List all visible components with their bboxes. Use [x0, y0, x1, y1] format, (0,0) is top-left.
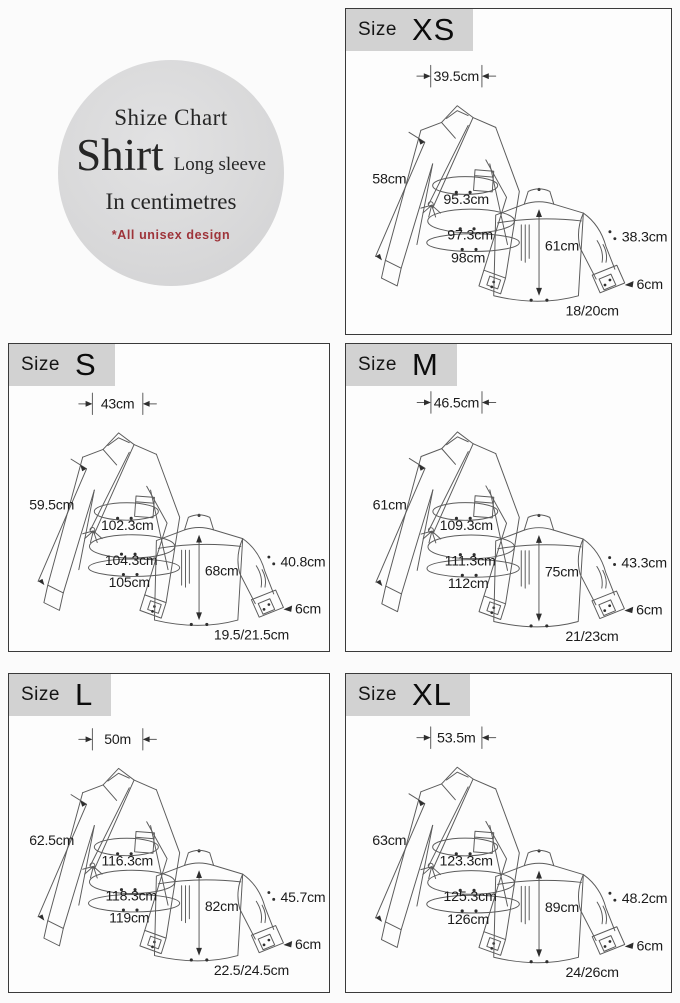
chest-pocket	[135, 831, 155, 853]
chest-girth-label: 123.3cm	[439, 853, 493, 870]
brand-badge	[58, 60, 284, 286]
cuff-width-label: 6cm	[636, 276, 663, 293]
shoulder-width-label: 46.5cm	[433, 395, 480, 412]
front-left-cuff	[381, 260, 401, 286]
back-right-cuff	[592, 265, 625, 293]
hem-girth-label: 126cm	[447, 911, 490, 928]
badge-product-subtitle: Long sleeve	[173, 153, 266, 175]
size-value-label: S	[74, 347, 97, 382]
sleeve-length-label: 58cm	[372, 171, 407, 188]
chest-pocket	[474, 831, 494, 853]
measurement-labels	[372, 731, 667, 981]
shirt-measurement-diagram	[346, 39, 671, 330]
front-left-cuff	[382, 586, 402, 612]
measurement-labels	[29, 396, 325, 643]
hem-girth-label: 112cm	[447, 576, 489, 593]
badge-units: In centimetres	[105, 188, 237, 214]
size-header	[9, 674, 111, 716]
sleeve-length-label: 63cm	[372, 833, 407, 850]
back-length-label: 61cm	[544, 238, 580, 255]
arm-measure-label: 40.8cm	[280, 553, 326, 570]
measurement-labels	[29, 731, 325, 978]
back-length-label: 89cm	[544, 899, 580, 916]
waist-girth-label: 118.3cm	[105, 887, 157, 904]
back-right-cuff	[592, 927, 625, 955]
measurement-labels	[373, 395, 667, 645]
sleeve-length-label: 62.5cm	[29, 832, 75, 849]
front-right-cuff	[479, 932, 506, 956]
waist-girth-label: 111.3cm	[444, 553, 496, 570]
front-right-cuff	[140, 595, 166, 618]
sleeve-length-label: 61cm	[372, 497, 407, 514]
front-left-cuff	[381, 922, 401, 948]
shoulder-width-label: 50m	[104, 731, 131, 748]
cuff-width-label: 6cm	[636, 938, 663, 955]
shoulder-width-label: 53.5m	[436, 730, 476, 747]
chest-pocket	[474, 496, 494, 518]
size-panel-m	[345, 343, 672, 652]
arm-measure-label: 43.3cm	[621, 555, 667, 572]
hem-girth-label: 105cm	[108, 574, 150, 591]
size-word-label: Size	[21, 354, 60, 375]
back-right-cuff	[592, 591, 624, 618]
size-header	[346, 9, 473, 51]
size-header	[346, 344, 457, 386]
measurement-labels	[372, 69, 667, 319]
cuff-width-label: 6cm	[295, 935, 322, 952]
front-right-cuff	[479, 270, 506, 294]
collar-size-label: 24/26cm	[565, 964, 619, 981]
chest-girth-label: 102.3cm	[101, 516, 154, 533]
waist-girth-label: 97.3cm	[447, 227, 493, 244]
size-value-label: XS	[411, 12, 456, 47]
size-value-label: L	[74, 677, 94, 712]
shoulder-width-label: 39.5cm	[433, 69, 480, 86]
size-value-label: XL	[411, 677, 452, 712]
collar-size-label: 18/20cm	[565, 303, 619, 320]
size-word-label: Size	[358, 19, 397, 40]
back-right-cuff	[251, 590, 283, 617]
shirt-measurement-diagram	[9, 704, 329, 988]
size-header	[9, 344, 115, 386]
shirt-measurement-diagram	[346, 374, 671, 647]
waist-girth-label: 125.3cm	[443, 889, 497, 906]
size-panel-xs	[345, 8, 672, 335]
cuff-width-label: 6cm	[295, 600, 322, 617]
chest-girth-label: 95.3cm	[443, 192, 489, 209]
size-panel-l	[8, 673, 330, 993]
arm-measure-label: 45.7cm	[280, 889, 326, 906]
size-panel-s	[8, 343, 330, 652]
waist-girth-label: 104.3cm	[104, 551, 158, 568]
front-left-cuff	[44, 585, 63, 610]
hem-girth-label: 98cm	[451, 250, 486, 267]
arm-measure-label: 38.3cm	[621, 229, 668, 246]
back-length-label: 68cm	[204, 562, 239, 579]
badge-note: *All unisex design	[111, 227, 231, 242]
arm-measure-label: 48.2cm	[621, 891, 668, 908]
collar-size-label: 21/23cm	[565, 629, 619, 646]
back-right-cuff	[251, 926, 283, 953]
hem-girth-label: 119cm	[109, 909, 150, 926]
collar-size-label: 19.5/21.5cm	[213, 626, 290, 643]
back-length-label: 82cm	[204, 897, 239, 914]
shirt-measurement-diagram	[9, 374, 329, 647]
collar-size-label: 22.5/24.5cm	[213, 961, 290, 978]
chest-girth-label: 109.3cm	[439, 518, 493, 535]
sleeve-length-label: 59.5cm	[29, 496, 75, 513]
size-value-label: M	[411, 347, 439, 382]
size-word-label: Size	[358, 354, 397, 375]
shoulder-width-label: 43cm	[100, 395, 135, 412]
chest-girth-label: 116.3cm	[101, 852, 154, 869]
badge-product-row	[76, 129, 266, 180]
cuff-width-label: 6cm	[636, 602, 663, 619]
front-left-cuff	[44, 921, 63, 946]
size-header	[346, 674, 470, 716]
front-right-cuff	[479, 596, 506, 620]
badge-title: Shize Chart	[114, 104, 228, 130]
badge-product-name: Shirt	[76, 129, 164, 180]
size-word-label: Size	[358, 684, 397, 705]
front-right-cuff	[140, 930, 166, 953]
size-panel-xl	[345, 673, 672, 993]
chest-pocket	[474, 170, 494, 192]
chest-pocket	[135, 496, 155, 518]
size-word-label: Size	[21, 684, 60, 705]
shirt-measurement-diagram	[346, 704, 671, 988]
back-length-label: 75cm	[544, 564, 579, 581]
